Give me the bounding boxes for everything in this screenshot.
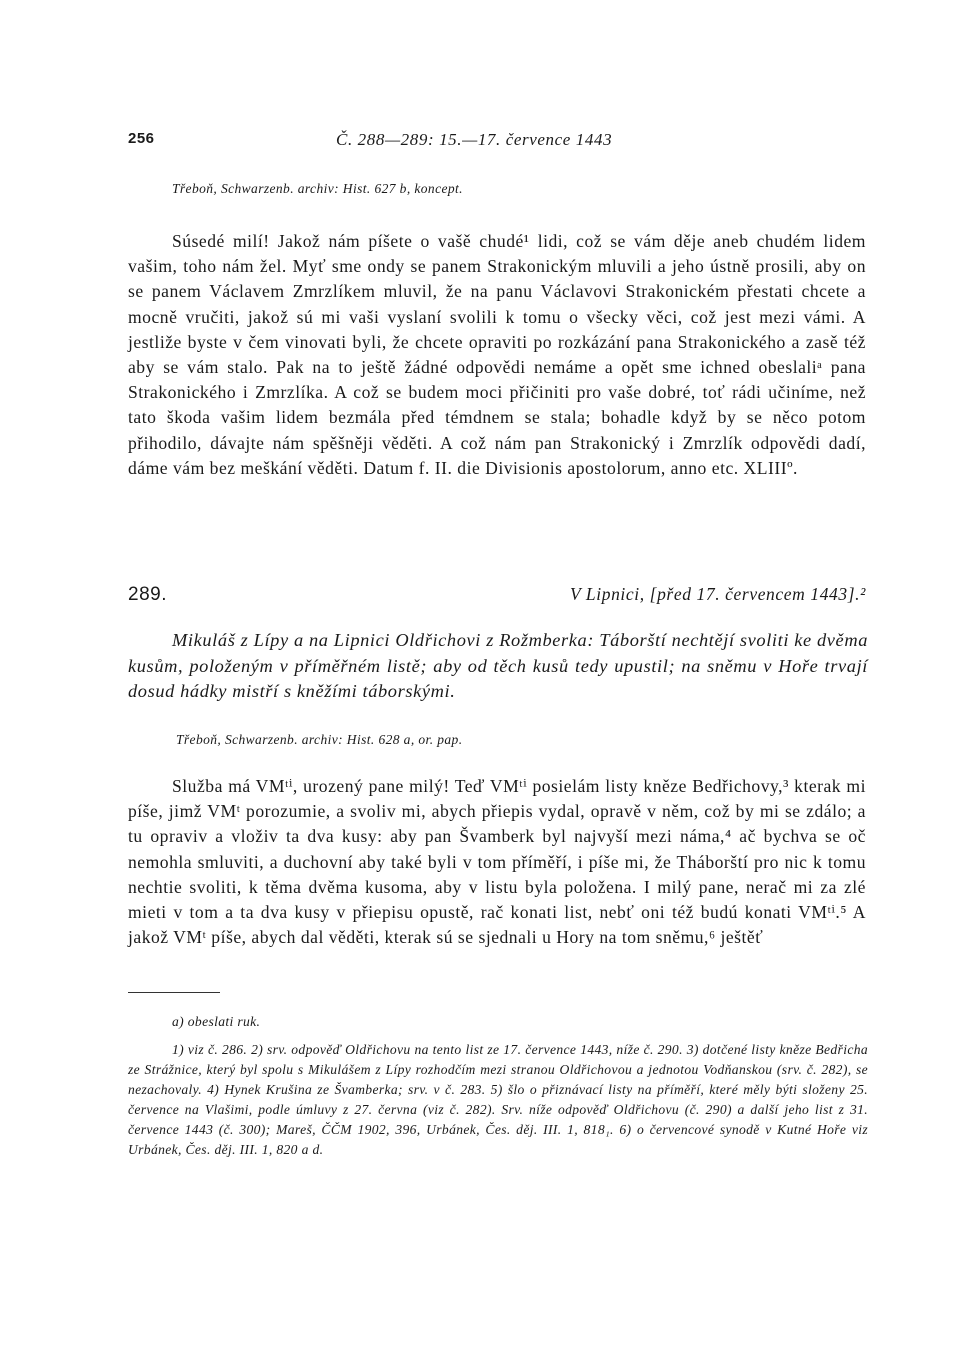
document-place-date: V Lipnici, [před 17. červencem 1443].² — [569, 584, 866, 604]
letter-288-text — [128, 229, 866, 481]
textual-notes — [128, 1012, 868, 1032]
page-number: 256 — [128, 130, 155, 147]
letter-289-text — [128, 774, 866, 950]
textual-note: a) obeslati ruk. — [172, 1014, 261, 1029]
letter-289-paragraph: Služba má VMᵗⁱ, urozený pane milý! Teď VMᵗⁱ posielám listy kněze Bedřichovy,³ kterak mi píše, jimž VMᵗ porozumie, a svoliv mi, abych přiepis vydal, opravě v něm, což by mi se zdálo; a tu opraviv a vloživ ta dva kusy: aby pan Švamberk byl najvyší mezi náma,⁴ ač bychva se oč nemohla smluviti, a duchovní aby také byli v tom příměří, i píše mi, že Tháborští pro nic k tomu nechtie svoliti, k těma dvěma kusoma, aby v listu byla položena. I milý pane, nerač mi za zlé mieti v tom a ta dva kusy v přiepisu opustě, rač konati list, nebť oni též budú konati VMᵗⁱ.⁵ A jakož VMᵗ píše, abych dal věděti, kterak sú se sjednali u Hory na tom sněmu,⁶ ještěť — [128, 776, 866, 948]
footnote-separator — [128, 992, 220, 993]
archive-reference-289: Třeboň, Schwarzenb. archiv: Hist. 628 a, or. pap. — [176, 732, 463, 747]
historical-footnotes — [128, 1040, 868, 1160]
document-289-regest — [128, 628, 868, 705]
letter-288-paragraph: Súsedé milí! Jakož nám píšete o vašě chudé¹ lidi, což se vám děje aneb chudém lidem vašim, toho nám žel. Myť sme ondy se panem Strakonickým mluvili a jeho ústně prosili, aby on se panem Václavem Zmrzlíkem mluvil, že na panu Václavovi Strakonickém přestati chcete a mocně vručiti, jakož sú mi vaši vyslaní svolili k tomu o všecky věci, což jest mezi vámi. A jestliže byste v čem vinovati byli, že chcete opraviti po rozkázání pana Strakonického a zasě též aby se vám stalo. Pak na to ještě žádné odpovědi nemáme a opět sme ichned obeslaliᵃ pana Strakonického i Zmrzlíka. A což se budem moci přičiniti pro vaše dobré, toť rádi učiníme, než tato škoda vašim lidem bezmála před témdnem se stala; bohadle když by se něco potom přihodilo, dávajte nám spěšněji věděti. A což nám pan Strakonický i Zmrzlík odpovědi dadí, dáme vám bez meškání věděti. Datum f. II. die Divisionis apostolorum, anno etc. XLIIIº. — [128, 231, 866, 478]
running-head-title: Č. 288—289: 15.—17. července 1443 — [336, 130, 613, 149]
archive-reference-288: Třeboň, Schwarzenb. archiv: Hist. 627 b, koncept. — [172, 181, 463, 196]
document-289-header — [128, 584, 866, 614]
footnotes-paragraph: 1) viz č. 286. 2) srv. odpověď Oldřichovu na tento list ze 17. července 1443, níže č. 290. 3) dotčené listy kněze Bedřicha ze Strážnice, který byl spolu s Mikulášem z Lípy rozhodčím mezi stranou Oldřichovou a jednotou Vodňanskou (srv. č. 282), se nezachovaly. 4) Hynek Krušina ze Švamberka; srv. v č. 283. 5) šlo o přiznávací listy na příměří, které měly býti složeny 25. července na Vlašimi, podle úmluvy z 27. června (viz č. 282). Srv. níže odpověď Oldřichovu (č. 290) a další jeho list z 31. července 1443 (č. 300); Mareš, ČČM 1902, 396, Urbánek, Čes. děj. III. 1, 818₁. 6) o červencové synodě v Kutné Hoře viz Urbánek, Čes. děj. III. 1, 820 a d. — [128, 1042, 868, 1157]
running-head — [128, 130, 864, 156]
regest-paragraph: Mikuláš z Lípy a na Lipnici Oldřichovi z Rožmberka: Táborští nechtějí svoliti ke dvěma kusům, položeným v příměřném listě; aby od těch kusů tedy upustil; na sněmu v Hoře trvají dosud hádky mistří s kněžími táborskými. — [128, 630, 868, 702]
document-number: 289. — [128, 584, 167, 605]
